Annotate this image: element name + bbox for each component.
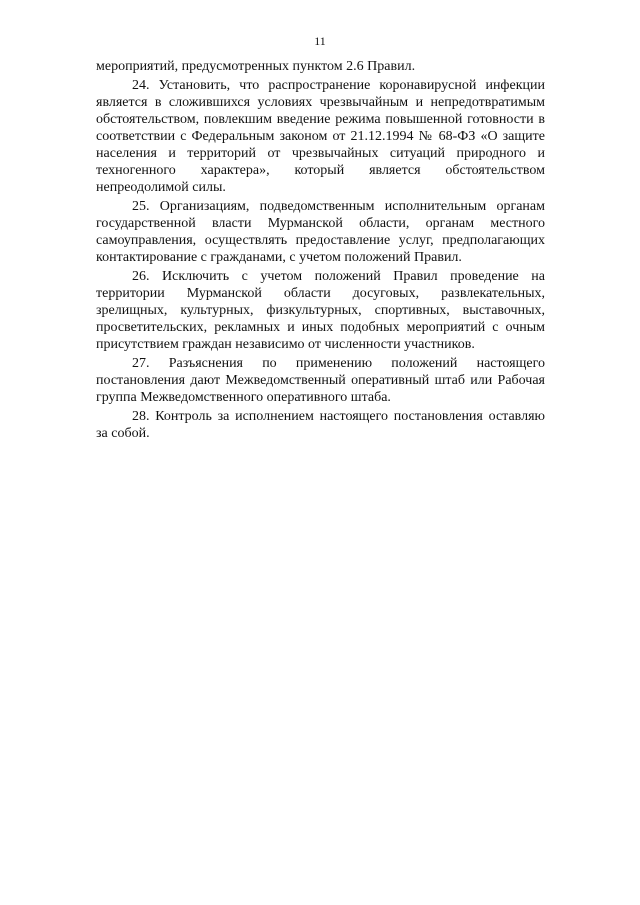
paragraph-item-26: 26. Исключить с учетом положений Правил проведение на территории Мурманской области досуговых, развлекательных, зрелищных, культурных, физкультурных, спортивных, выставочных, просветительских, рекламных и иных подобных мероприятий с очным присутствием граждан независимо от численности участников. <box>96 269 545 352</box>
paragraph-continuation: мероприятий, предусмотренных пунктом 2.6 Правил. <box>96 59 416 74</box>
paragraph-item-25: 25. Организациям, подведомственным исполнительным органам государственной власти Мурманской области, органам местного самоуправления, осуществлять предоставление услуг, предполагающих контактирование с гражданами, с учетом положений Правил. <box>96 199 545 265</box>
page-number: 11 <box>314 34 326 48</box>
paragraph-item-28: 28. Контроль за исполнением настоящего постановления оставляю за собой. <box>96 409 545 441</box>
document-body <box>96 58 545 442</box>
paragraph-item-27: 27. Разъяснения по применению положений настоящего постановления дают Межведомственный оперативный штаб или Рабочая группа Межведомственного оперативного штаба. <box>96 356 545 405</box>
paragraph-item-24: 24. Установить, что распространение коронавирусной инфекции является в сложившихся условиях чрезвычайным и непредотвратимым обстоятельством, повлекшим введение режима повышенной готовности в соответствии с Федеральным законом от 21.12.1994 № 68-ФЗ «О защите населения и территорий от чрезвычайных ситуаций природного и техногенного характера», который является обстоятельством непреодолимой силы. <box>96 78 545 195</box>
